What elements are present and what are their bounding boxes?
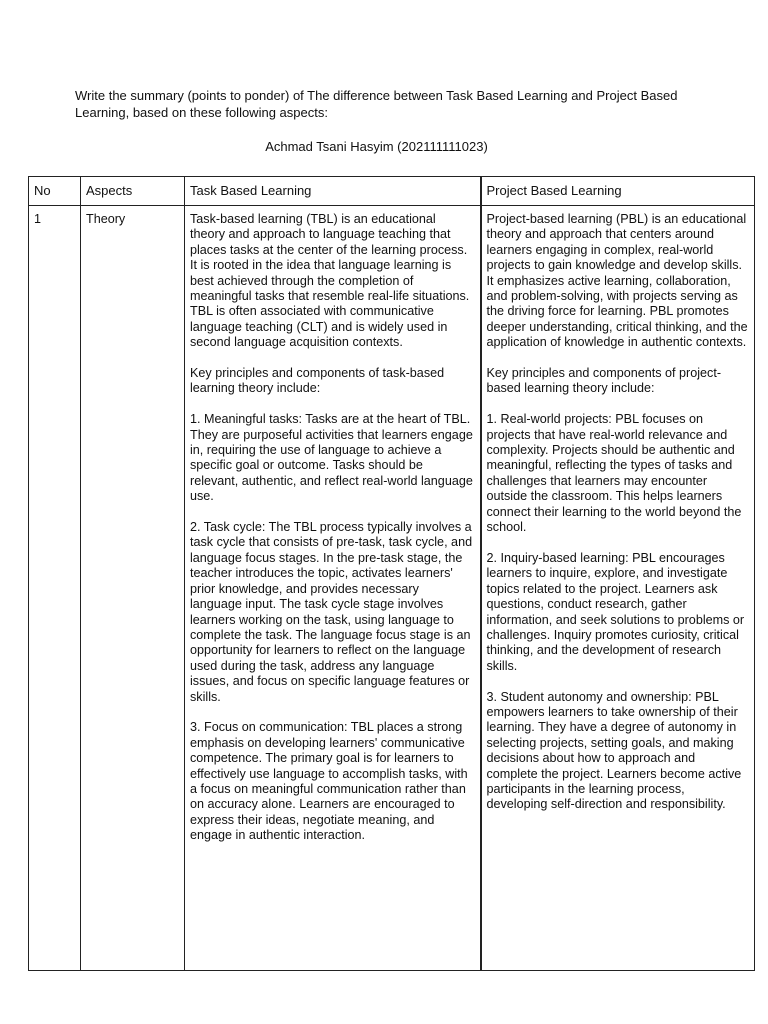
header-aspects: Aspects bbox=[81, 177, 185, 206]
table-row bbox=[29, 206, 755, 971]
assignment-instructions: Write the summary (points to ponder) of The difference between Task Based Learning and Project Based Learning, based on these following aspects: bbox=[75, 88, 678, 120]
header-no: No bbox=[29, 177, 81, 206]
pbl-paragraph: 3. Student autonomy and ownership: PBL empowers learners to take ownership of their learning. They have a degree of autonomy in selecting projects, setting goals, and making decisions about how to approach and complete the project. Learners become active participants in the learning process, developing self-direction and responsibility. bbox=[486, 689, 742, 812]
author-line bbox=[0, 138, 768, 155]
table-header-row bbox=[29, 177, 755, 206]
tbl-cell bbox=[185, 206, 481, 971]
header-project-based-learning: Project Based Learning bbox=[481, 177, 755, 206]
author-name: Achmad Tsani Hasyim (202111111023) bbox=[265, 139, 488, 154]
tbl-paragraph: Task-based learning (TBL) is an educational theory and approach to language teaching that places tasks at the center of the learning process. It is rooted in the idea that language learning is best achieved through the completion of meaningful tasks that resemble real-life situations. TBL is often associated with communicative language teaching (CLT) and is widely used in second language acquisition contexts. bbox=[190, 212, 470, 350]
pbl-paragraph: Project-based learning (PBL) is an educational theory and approach that centers around learners engaging in complex, real-world projects to gain knowledge and develop skills. It emphasizes active learning, collaboration, and problem-solving, with projects serving as the driving force for learning. PBL promotes deeper understanding, critical thinking, and the application of knowledge in authentic contexts. bbox=[486, 212, 748, 350]
tbl-paragraph: 3. Focus on communication: TBL places a strong emphasis on developing learners' communicative competence. The primary goal is for learners to effectively use language to accomplish tasks, with a focus on meaningful communication rather than on accuracy alone. Learners are encouraged to express their ideas, negotiate meaning, and engage in authentic interaction. bbox=[190, 720, 468, 843]
tbl-paragraph: 2. Task cycle: The TBL process typically involves a task cycle that consists of pre-task, task cycle, and language focus stages. In the pre-task stage, the teacher introduces the topic, activates learners' prior knowledge, and provides necessary language input. The task cycle stage involves learners working on the task, using language to complete the task. The language focus stage is an opportunity for learners to reflect on the language used during the task, address any language issues, and focus on specific language features or skills. bbox=[190, 520, 473, 704]
pbl-paragraph: 1. Real-world projects: PBL focuses on projects that have real-world relevance and complexity. Projects should be authentic and meaningful, reflecting the types of tasks and challenges that learners may encounter outside the classroom. This helps learners connect their learning to the world beyond the school. bbox=[486, 412, 742, 535]
pbl-paragraph: 2. Inquiry-based learning: PBL encourages learners to inquire, explore, and investigate topics related to the project. Learners ask questions, conduct research, gather information, and seek solutions to problems or challenges. Inquiry promotes curiosity, critical thinking, and the development of research skills. bbox=[486, 550, 745, 673]
row-aspect: Theory bbox=[81, 206, 185, 971]
pbl-cell bbox=[481, 206, 755, 971]
comparison-table bbox=[28, 176, 755, 971]
header-task-based-learning: Task Based Learning bbox=[185, 177, 481, 206]
tbl-paragraph: 1. Meaningful tasks: Tasks are at the heart of TBL. They are purposeful activities that learners engage in, requiring the use of language to achieve a specific goal or outcome. Tasks should be relevant, authentic, and reflect real-world language use. bbox=[190, 412, 473, 504]
pbl-paragraph: Key principles and components of project-based learning theory include: bbox=[486, 366, 722, 396]
row-number: 1 bbox=[29, 206, 81, 971]
tbl-paragraph: Key principles and components of task-based learning theory include: bbox=[190, 366, 445, 396]
